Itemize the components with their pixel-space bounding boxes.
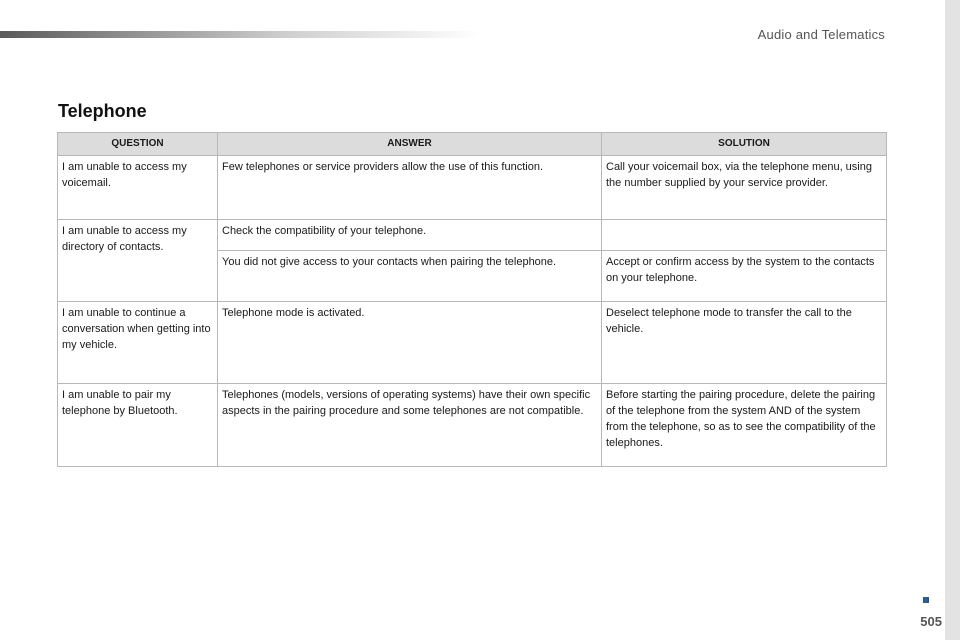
table-header-row [58, 133, 887, 156]
answer-cell: Telephones (models, versions of operating systems) have their own specific aspects in the pairing procedure and some telephones are not compatible. [218, 384, 602, 467]
section-title: Telephone [58, 101, 147, 121]
solution-cell: Before starting the pairing procedure, delete the pairing of the telephone from the system AND of the system from the telephone, so as to see the compatibility of the telephones. [602, 384, 887, 467]
solution-cell: Call your voicemail box, via the telephone menu, using the number supplied by your service provider. [602, 156, 887, 220]
page-number: 505 [920, 614, 942, 629]
solution-cell: Deselect telephone mode to transfer the call to the vehicle. [602, 302, 887, 384]
page-side-strip [945, 0, 960, 640]
question-cell: I am unable to access my directory of contacts. [58, 220, 218, 302]
table-row [58, 220, 887, 251]
column-header-question: QUESTION [58, 133, 218, 156]
table-row [58, 384, 887, 467]
solution-cell: Accept or confirm access by the system to the contacts on your telephone. [602, 251, 887, 302]
solution-cell [602, 220, 887, 251]
header-title: Audio and Telematics [757, 27, 885, 42]
answer-cell: You did not give access to your contacts when pairing the telephone. [218, 251, 602, 302]
column-header-solution: SOLUTION [602, 133, 887, 156]
table-row [58, 302, 887, 384]
table-row [58, 156, 887, 220]
faq-table [57, 132, 887, 467]
answer-cell: Telephone mode is activated. [218, 302, 602, 384]
question-cell: I am unable to access my voicemail. [58, 156, 218, 220]
question-cell: I am unable to pair my telephone by Bluetooth. [58, 384, 218, 467]
answer-cell: Check the compatibility of your telephone. [218, 220, 602, 251]
column-header-answer: ANSWER [218, 133, 602, 156]
answer-cell: Few telephones or service providers allow the use of this function. [218, 156, 602, 220]
header-decor-bar [0, 31, 480, 38]
question-cell: I am unable to continue a conversation when getting into my vehicle. [58, 302, 218, 384]
page-marker-square [923, 597, 929, 603]
